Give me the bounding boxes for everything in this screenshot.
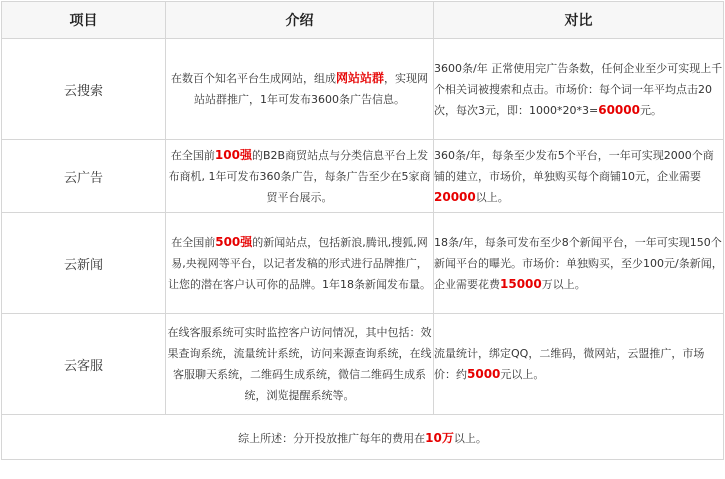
highlight: 100强 bbox=[214, 147, 252, 162]
comparison-table bbox=[1, 1, 724, 460]
row-name: 云广告 bbox=[2, 140, 166, 213]
row-name: 云搜索 bbox=[2, 39, 166, 140]
highlight: 20000 bbox=[434, 189, 476, 204]
table-row bbox=[2, 314, 724, 415]
row-name: 云客服 bbox=[2, 314, 166, 415]
row-compare: 18条/年，每条可发布至少8个新闻平台，一年可实现150个新闻平台的曝光。市场价：单独购买，至少100元/条新闻，企业需要花费15000万以上。 bbox=[434, 213, 724, 314]
row-name: 云新闻 bbox=[2, 213, 166, 314]
row-compare: 360条/年，每条至少发布5个平台，一年可实现2000个商铺的建立，市场价，单独购买每个商铺10元，企业需要20000以上。 bbox=[434, 140, 724, 213]
table-row bbox=[2, 140, 724, 213]
row-compare: 流量统计，绑定QQ，二维码，微网站，云盟推广，市场价：约5000元以上。 bbox=[434, 314, 724, 415]
table-row bbox=[2, 39, 724, 140]
row-compare: 3600条/年 正常使用完广告条数，任何企业至少可实现上千个相关词被搜索和点击。市场价：每个词一年平均点击20次，每次3元，即：1000*20*3=60000元。 bbox=[434, 39, 724, 140]
highlight: 15000 bbox=[500, 276, 542, 291]
highlight: 10万 bbox=[425, 430, 454, 445]
row-intro: 在全国前100强的B2B商贸站点与分类信息平台上发布商机, 1年可发布360条广告，每条广告至少在5家商贸平台展示。 bbox=[166, 140, 434, 213]
summary-row bbox=[2, 415, 724, 460]
row-intro: 在全国前500强的新闻站点，包括新浪,腾讯,搜狐,网易,央视网等平台，以记者发稿的形式进行品牌推广，让您的潜在客户认可你的品牌。1年18条新闻发布量。 bbox=[166, 213, 434, 314]
header-compare: 对比 bbox=[434, 2, 724, 39]
highlight: 5000 bbox=[467, 367, 501, 381]
highlight: 60000 bbox=[598, 102, 640, 117]
header-intro: 介绍 bbox=[166, 2, 434, 39]
highlight: 网站站群 bbox=[335, 71, 384, 85]
row-intro: 在线客服系统可实时监控客户访问情况，其中包括：效果查询系统，流量统计系统，访问来源查询系统，在线客服聊天系统，二维码生成系统，微信二维码生成系统，浏览提醒系统等。 bbox=[166, 314, 434, 415]
table-header-row bbox=[2, 2, 724, 39]
highlight: 500强 bbox=[215, 234, 253, 249]
header-item: 项目 bbox=[2, 2, 166, 39]
table-row bbox=[2, 213, 724, 314]
summary-cell: 综上所述：分开投放推广每年的费用在10万以上。 bbox=[2, 415, 724, 460]
row-intro: 在数百个知名平台生成网站，组成网站站群，实现网站站群推广，1年可发布3600条广告信息。 bbox=[166, 39, 434, 140]
